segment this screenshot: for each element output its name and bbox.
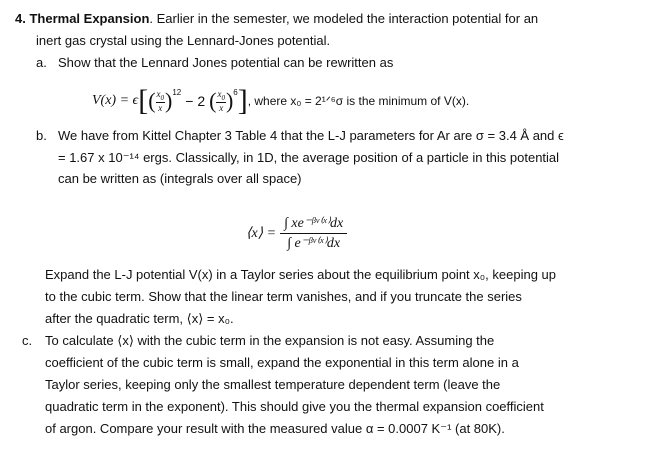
average-position-equation [246,214,347,254]
eq-tail: , where x₀ = 2¹ᐟ⁶σ is the minimum of V(x). [247,94,470,108]
part-c-marker: c. [22,333,33,348]
intro-line-1: . Earlier in the semester, we modeled the interaction potential for an [149,11,539,26]
part-c-line-5: of argon. Compare your result with the measured value α = 0.0007 K⁻¹ (at 80K). [45,421,505,436]
part-c-line-4: quadratic term in the exponent). This should give you the thermal expansion coefficient [45,399,544,414]
part-b-follow-1: Expand the L-J potential V(x) in a Taylor series about the equilibrium point x₀, keeping up [45,267,557,282]
part-c-line-2: coefficient of the cubic term is small, expand the exponential in this term alone in a [45,355,519,370]
eq-bracket-open: [ [138,84,149,117]
avg-lhs: ⟨x⟩ = [246,226,277,241]
part-b-follow-2: to the cubic term. Show that the linear term vanishes, and if you truncate the series [45,289,522,304]
part-b-marker: b. [36,128,47,143]
problem-number: 4. [15,11,26,26]
part-b-line-3: can be written as (integrals over all space) [58,171,302,186]
part-b-follow-3: after the quadratic term, ⟨x⟩ = x₀. [45,311,234,326]
part-c-line-3: Taylor series, keeping only the smallest temperature dependent term (leave the [45,377,501,392]
eq-exp-12: 12 [172,88,182,97]
part-b-line-1: We have from Kittel Chapter 3 Table 4 that the L-J parameters for Ar are σ = 3.4 Å and ϵ [58,128,564,143]
part-a-marker: a. [36,55,47,70]
lennard-jones-equation: V(x) = ϵ [ ( $\frac{x_0}{x}$ ) $^{12}$ − 2 ( $\frac{x_0}{x}$ ) $^6$ ] , where x₀ = 2¹ᐟ⁶σ is the minimum of V(x). [92,84,470,117]
avg-numerator: ∫ xe⁻ᵝᵛ⁽ˣ⁾dx [280,217,347,234]
part-b-line-2: = 1.67 x 10⁻¹⁴ ergs. Classically, in 1D, the average position of a particle in this potential [58,150,560,165]
avg-denominator: ∫ e⁻ᵝᵛ⁽ˣ⁾dx [287,236,341,251]
eq-exp-6: 6 [233,88,238,97]
eq-ratio-2: $\frac{x_0}{x}$ [217,88,225,114]
problem-heading [15,12,538,25]
problem-title: Thermal Expansion [29,11,150,26]
part-a-text: Show that the Lennard Jones potential can be rewritten as [58,55,394,70]
eq-lhs: V(x) = ϵ [92,93,139,108]
avg-fraction [280,217,347,251]
eq-ratio-1: $\frac{x_0}{x}$ [156,88,165,114]
eq-bracket-close: ] [237,84,248,117]
intro-line-2: inert gas crystal using the Lennard-Jones potential. [36,33,331,48]
part-c-line-1: To calculate ⟨x⟩ with the cubic term in the expansion is not easy. Assuming the [45,333,495,348]
eq-minus-2: − 2 [185,93,206,109]
